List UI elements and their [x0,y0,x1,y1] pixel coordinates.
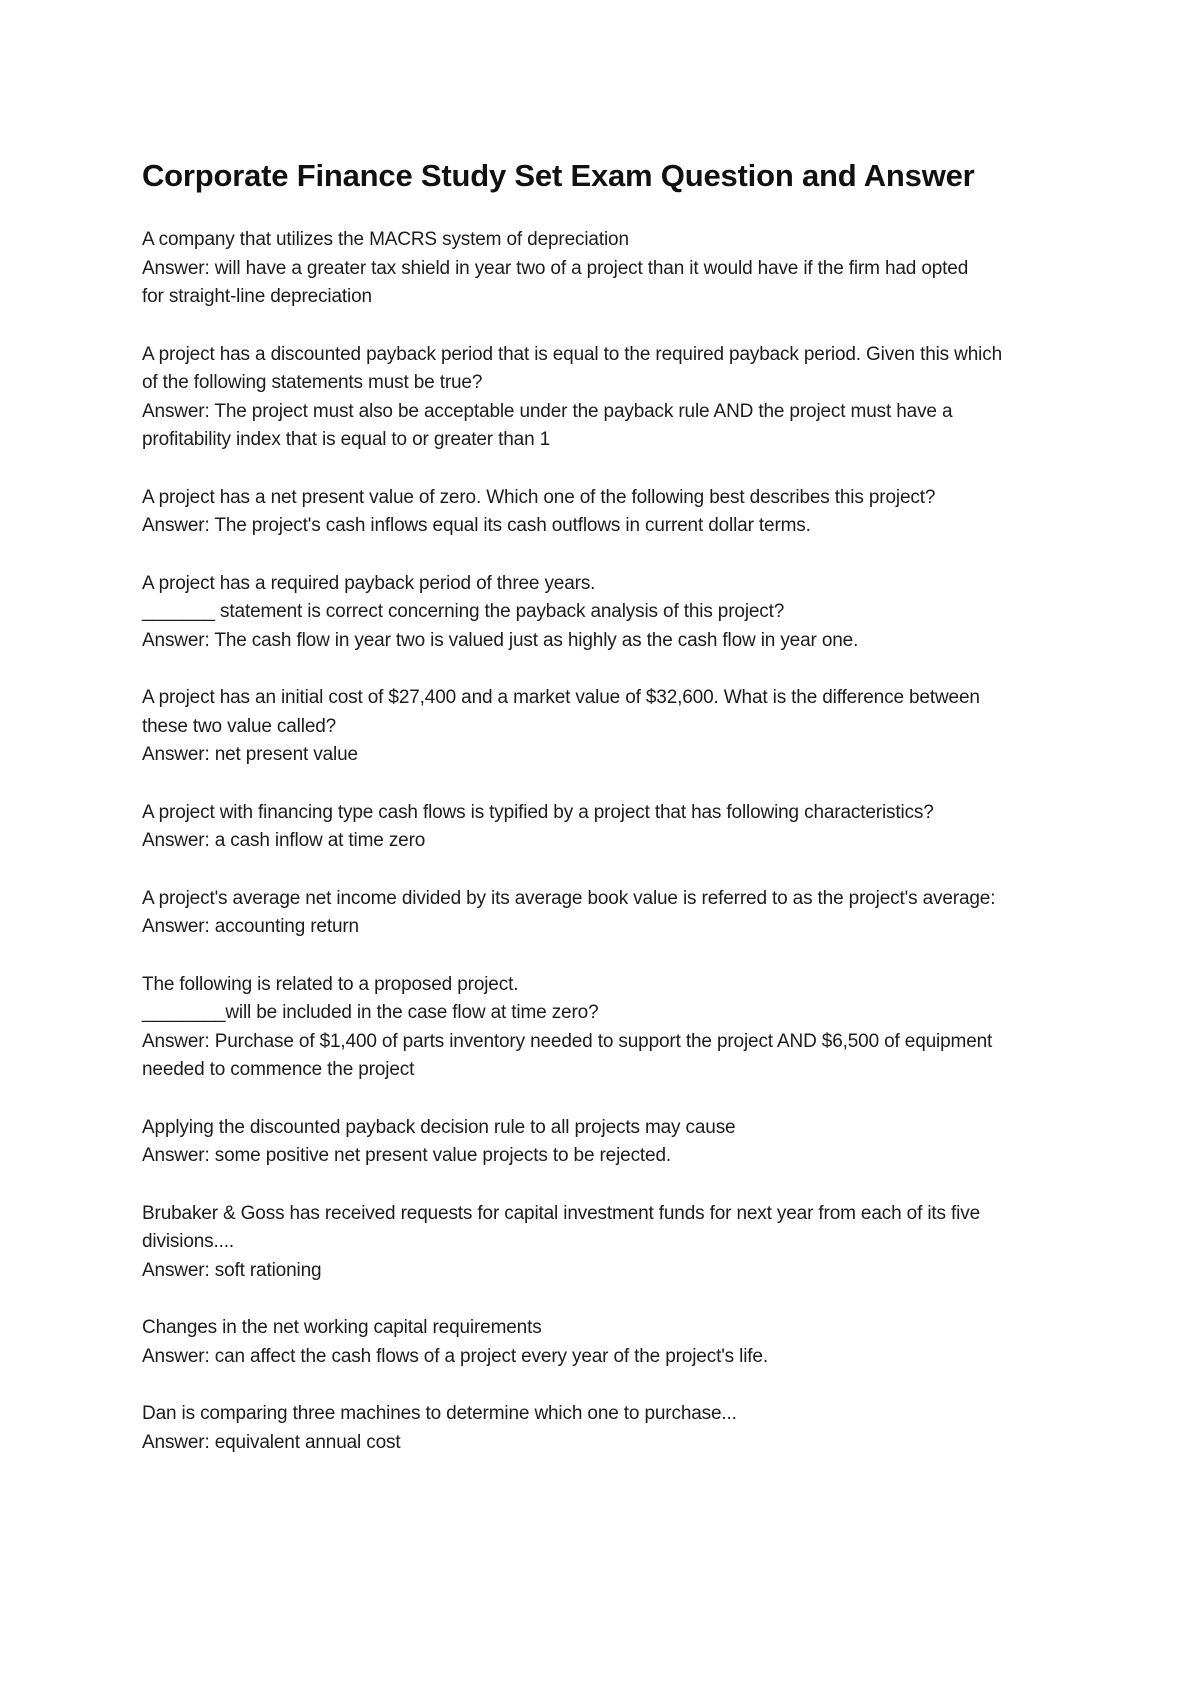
qa-line: A project has a discounted payback period that is equal to the required payback period. Given this which [142,343,1002,365]
qa-line: A company that utilizes the MACRS system of depreciation [142,229,629,250]
qa-line: Answer: accounting return [142,916,359,937]
qa-item [142,484,1080,541]
qa-line: Answer: The cash flow in year two is valued just as highly as the cash flow in year one. [142,629,859,651]
qa-line: Answer: soft rationing [142,1259,322,1281]
qa-line: Answer: equivalent annual cost [142,1431,401,1453]
qa-item [142,1314,1080,1371]
qa-line: Answer: will have a greater tax shield in year two of a project than it would have if the firm had opted [142,257,969,279]
qa-item [142,971,1080,1085]
qa-item [142,799,1080,856]
qa-line: Dan is comparing three machines to determine which one to purchase... [142,1403,737,1424]
qa-line: Answer: The project's cash inflows equal its cash outflows in current dollar terms. [142,515,811,536]
qa-line: A project's average net income divided by its average book value is referred to as the project's average: [142,887,996,909]
qa-line: Brubaker & Goss has received requests for capital investment funds for next year from each of its five [142,1202,980,1224]
qa-line: Answer: can affect the cash flows of a project every year of the project's life. [142,1345,768,1367]
qa-line: Changes in the net working capital requirements [142,1317,542,1338]
qa-line: Answer: some positive net present value projects to be rejected. [142,1145,672,1166]
qa-item [142,570,1080,656]
qa-line: these two value called? [142,715,337,737]
qa-list [142,226,1080,1457]
qa-line: A project has a required payback period of three years. [142,572,596,594]
qa-line: A project has a net present value of zero. Which one of the following best describes this project? [142,486,936,508]
qa-line: Applying the discounted payback decision rule to all projects may cause [142,1116,736,1138]
qa-line: A project has an initial cost of $27,400 and a market value of $32,600. What is the difference between [142,687,980,708]
qa-item [142,226,1080,312]
qa-item [142,885,1080,942]
qa-item [142,1200,1080,1286]
qa-item [142,341,1080,455]
qa-item [142,1114,1080,1171]
qa-line: divisions.... [142,1231,235,1252]
qa-line: Answer: Purchase of $1,400 of parts inventory needed to support the project AND $6,500 of equipment [142,1030,993,1052]
qa-item [142,1400,1080,1457]
qa-line: _______ statement is correct concerning the payback analysis of this project? [142,601,785,622]
qa-line: profitability index that is equal to or greater than 1 [142,429,551,450]
qa-line: needed to commence the project [142,1059,415,1080]
qa-line: ________will be included in the case flow at time zero? [142,1002,599,1023]
qa-line: Answer: net present value [142,744,358,765]
qa-item [142,684,1080,770]
qa-line: A project with financing type cash flows is typified by a project that has following characteristics? [142,801,934,823]
qa-line: The following is related to a proposed project. [142,973,519,995]
qa-line: for straight-line depreciation [142,286,372,307]
qa-line: Answer: The project must also be acceptable under the payback rule AND the project must have a [142,400,953,422]
qa-line: of the following statements must be true? [142,372,483,393]
qa-line: Answer: a cash inflow at time zero [142,830,426,851]
document-title: Corporate Finance Study Set Exam Question and Answer [142,158,975,193]
